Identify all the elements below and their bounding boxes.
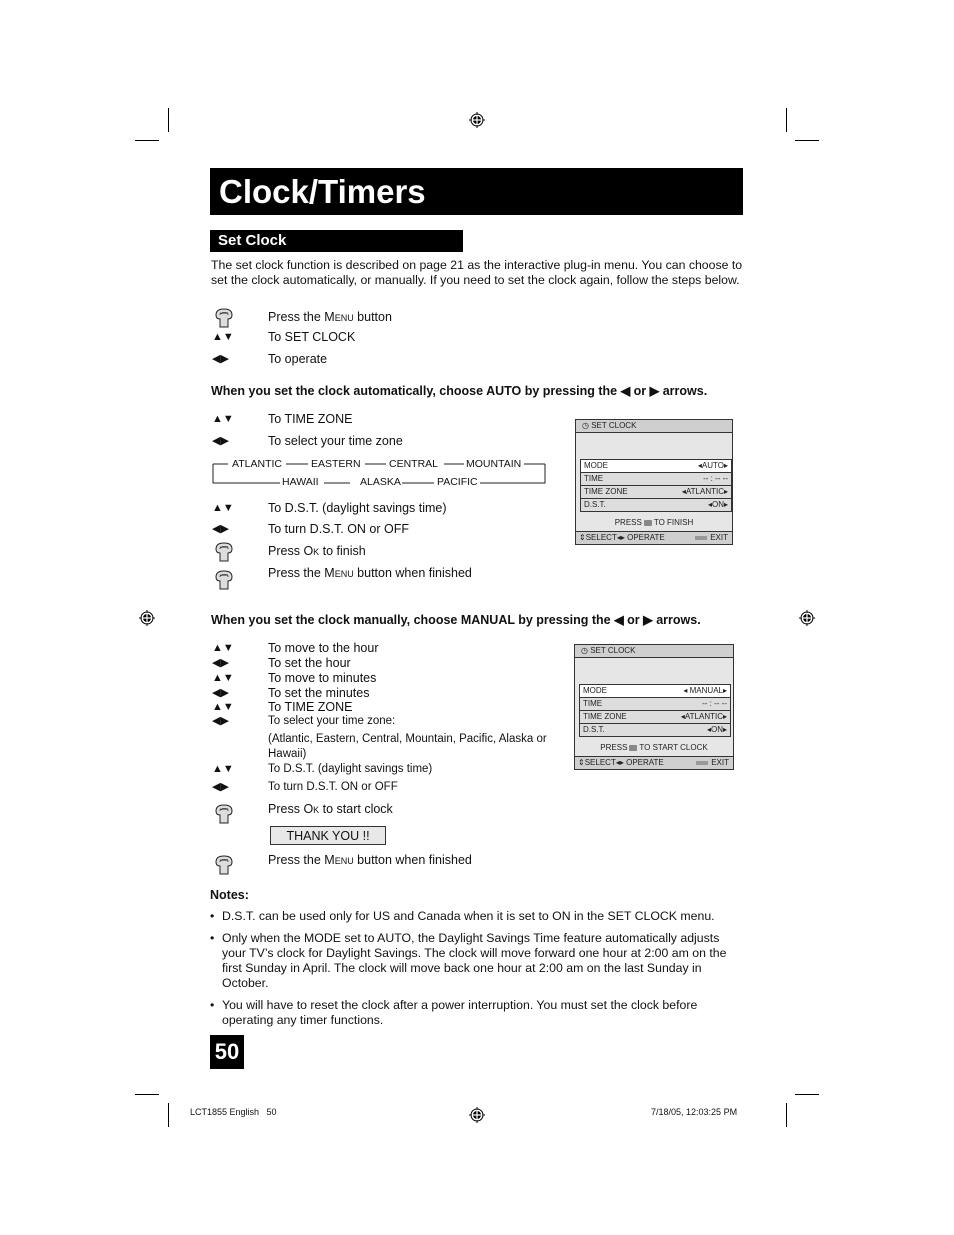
intro-paragraph: The set clock function is described on page 21 as the interactive plug-in menu. You can choose to set the clock automatically, or manually. If you need to set the clock again, follow the steps below. [211, 258, 743, 287]
up-down-arrows-icon: ▲▼ [212, 763, 234, 775]
timezone-list-text: (Atlantic, Eastern, Central, Mountain, Pacific, Alaska or Hawaii) [268, 733, 547, 760]
thank-you-message: THANK YOU !! [270, 826, 386, 845]
notes-heading: Notes: [210, 888, 249, 902]
section-title: Set Clock [210, 230, 463, 252]
note-item: • D.S.T. can be used only for US and Canada when it is set to ON in the SET CLOCK menu. [210, 909, 715, 923]
osd-row-dst: D.S.T. ◂ON▸ [580, 724, 730, 736]
left-right-arrows-icon: ◀▶ [212, 715, 229, 727]
timezone-cycle-diagram [212, 456, 548, 488]
osd-row-mode: MODE ◂ MANUAL▸ [580, 685, 730, 698]
left-right-arrows-icon: ◀▶ [212, 523, 229, 535]
up-down-arrows-icon: ▲▼ [212, 413, 234, 425]
left-right-arrows-icon: ◀▶ [212, 687, 229, 699]
footer-timestamp: 7/18/05, 12:03:25 PM [651, 1107, 738, 1117]
osd-row-time: TIME -- : -- -- [580, 698, 730, 711]
registration-mark-icon [469, 112, 485, 128]
registration-mark-icon [469, 1107, 485, 1123]
crop-mark [786, 108, 787, 132]
up-down-arrows-icon: ▲▼ [212, 331, 234, 343]
osd-footer: ⇕SELECT◂▸ OPERATE EXIT [575, 756, 733, 769]
up-down-arrows-icon: ▲▼ [212, 502, 234, 514]
page-number: 50 [210, 1035, 244, 1069]
osd-press-hint: PRESS TO FINISH [614, 518, 694, 527]
osd-row-mode: MODE ◂AUTO▸ [581, 460, 731, 473]
left-right-arrows-icon: ◀▶ [212, 353, 229, 365]
up-down-arrows-icon: ▲▼ [212, 642, 234, 654]
ok-button-icon [644, 520, 652, 526]
crop-mark [168, 1103, 169, 1127]
crop-mark [168, 108, 169, 132]
tz-mountain: MOUNTAIN [466, 458, 522, 470]
hand-press-icon [212, 568, 236, 592]
note-item: • Only when the MODE set to AUTO, the Daylight Savings Time feature automatically adjusts your TV’s clock for Daylight Savings. The clock will move forward one hour at 2:00 am on the first Sunday in April. The clock will move back one hour at 2:00 am on the last Sunday in October. [210, 931, 727, 990]
tz-eastern: EASTERN [311, 458, 361, 470]
registration-mark-icon [139, 610, 155, 626]
up-down-arrows-icon: ▲▼ [212, 701, 234, 713]
left-right-arrows-icon: ◀▶ [212, 781, 229, 793]
clock-icon: ◷ [581, 646, 591, 655]
hand-press-icon [212, 306, 236, 330]
tz-hawaii: HAWAII [282, 476, 319, 488]
hand-press-icon [212, 802, 236, 826]
ok-button-icon [629, 745, 637, 751]
crop-mark [135, 1094, 159, 1095]
crop-mark [786, 1103, 787, 1127]
page-title: Clock/Timers [210, 168, 743, 215]
crop-mark [135, 140, 159, 141]
tz-alaska: ALASKA [360, 476, 401, 488]
hand-press-icon [212, 853, 236, 877]
crop-mark [795, 140, 819, 141]
tz-central: CENTRAL [389, 458, 439, 470]
menu-button-icon [695, 536, 707, 540]
osd-set-clock-manual: ◷ SET CLOCK MODE ◂ MANUAL▸ TIME -- : -- -- TIME ZONE ◂ATLANTIC▸ D.S.T. ◂ON▸ PRESS TO START CLOCK ⇕SELECT◂▸ OPERATE EXIT [574, 644, 734, 770]
left-right-arrows-icon: ◀▶ [212, 657, 229, 669]
osd-footer: ⇕SELECT◂▸ OPERATE EXIT [576, 531, 732, 544]
osd-set-clock-auto: ◷ SET CLOCK MODE ◂AUTO▸ TIME -- : -- -- TIME ZONE ◂ATLANTIC▸ D.S.T. ◂ON▸ PRESS TO FINISH ⇕SELECT◂▸ OPERATE EXIT [575, 419, 733, 545]
manual-heading: When you set the clock manually, choose MANUAL by pressing the ◀ or ▶ arrows. [211, 613, 701, 627]
osd-row-time-zone: TIME ZONE ◂ATLANTIC▸ [580, 711, 730, 724]
tz-pacific: PACIFIC [437, 476, 478, 488]
osd-row-dst: D.S.T. ◂ON▸ [581, 499, 731, 511]
crop-mark [795, 1094, 819, 1095]
clock-icon: ◷ [582, 421, 592, 430]
menu-button-icon [696, 761, 708, 765]
registration-mark-icon [799, 610, 815, 626]
osd-row-time: TIME -- : -- -- [581, 473, 731, 486]
osd-row-time-zone: TIME ZONE ◂ATLANTIC▸ [581, 486, 731, 499]
left-right-arrows-icon: ◀▶ [212, 435, 229, 447]
auto-heading: When you set the clock automatically, choose AUTO by pressing the ◀ or ▶ arrows. [211, 384, 708, 398]
up-down-arrows-icon: ▲▼ [212, 672, 234, 684]
footer-file-info: LCT1855 English 50 [190, 1107, 277, 1117]
hand-press-icon [212, 540, 236, 564]
tz-atlantic: ATLANTIC [232, 458, 282, 470]
osd-press-hint: PRESS TO START CLOCK [600, 743, 708, 752]
note-item: • You will have to reset the clock after a power interruption. You must set the clock before operating any timer functions. [210, 998, 698, 1027]
